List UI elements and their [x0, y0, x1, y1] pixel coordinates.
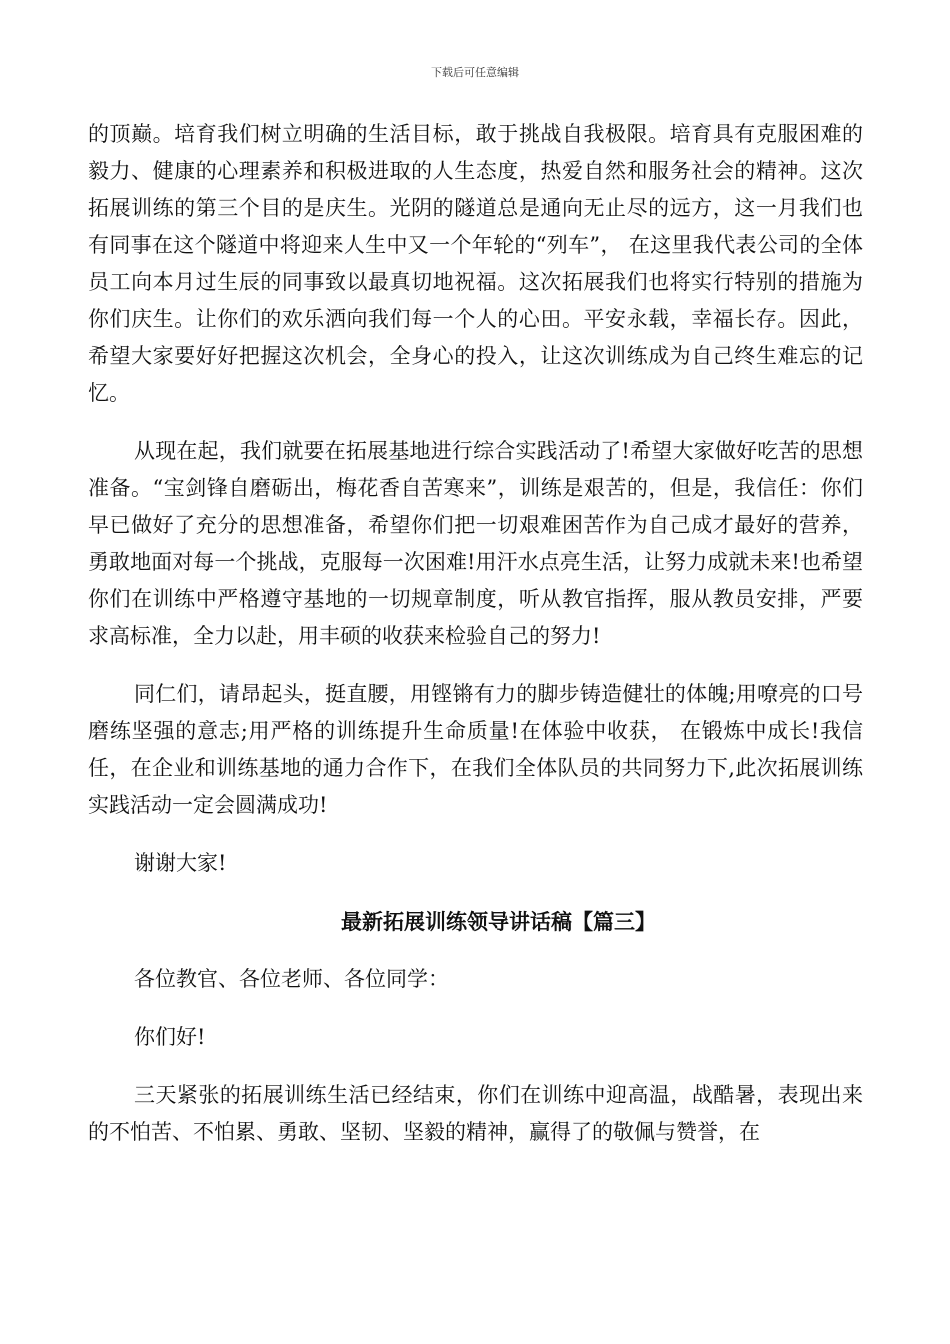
document-body	[88, 116, 863, 1172]
paragraph-5: 三天紧张的拓展训练生活已经结束，你们在训练中迎高温，战酷暑，表现出来的不怕苦、不怕累、勇敢、坚韧、坚毅的精神，赢得了的敬佩与赞誉，在	[88, 1083, 863, 1144]
section-title: 最新拓展训练领导讲话稿【篇三】	[341, 909, 656, 934]
paragraph-greeting: 你们好!	[134, 1025, 206, 1049]
paragraph-3: 同仁们，请昂起头，挺直腰，用铿锵有力的脚步铸造健壮的体魄;用嘹亮的口号磨练坚强的意志;用严格的训练提升生命质量!在体验中收获， 在锻炼中成长!我信任，在企业和训练基地的通力合作下，在我们全体队员的共同努力下,此次拓展训练实践活动一定会圆满成功!	[88, 682, 863, 817]
paragraph-salutation: 各位教官、各位老师、各位同学：	[134, 967, 449, 991]
paragraph-2: 从现在起，我们就要在拓展基地进行综合实践活动了!希望大家做好吃苦的思想准备。“宝剑锋自磨砺出，梅花香自苦寒来”，训练是艰苦的，但是，我信任：你们早已做好了充分的思想准备，希望你们把一切艰难困苦作为自己成才最好的营养，勇敢地面对每一个挑战，克服每一次困难!用汗水点亮生活，让努力成就未来!也希望你们在训练中严格遵守基地的一切规章制度，听从教官指挥，服从教员安排，严要求高标准，全力以赴，用丰硕的收获来检验自己的努力!	[88, 439, 863, 648]
paragraph-1: 的顶巅。培育我们树立明确的生活目标，敢于挑战自我极限。培育具有克服困难的毅力、健康的心理素养和积极进取的人生态度，热爱自然和服务社会的精神。这次拓展训练的第三个目的是庆生。光阴的隧道总是通向无止尽的远方，这一月我们也有同事在这个隧道中将迎来人生中又一个年轮的“列车”， 在这里我代表公司的全体员工向本月过生辰的同事致以最真切地祝福。这次拓展我们也将实行特别的措施为你们庆生。让你们的欢乐洒向我们每一个人的心田。平安永载，幸福长存。因此，希望大家要好好把握这次机会，全身心的投入，让这次训练成为自己终生难忘的记忆。	[88, 122, 863, 405]
paragraph-4: 谢谢大家!	[134, 851, 227, 875]
page-header-note: 下载后可任意编辑	[431, 66, 519, 79]
